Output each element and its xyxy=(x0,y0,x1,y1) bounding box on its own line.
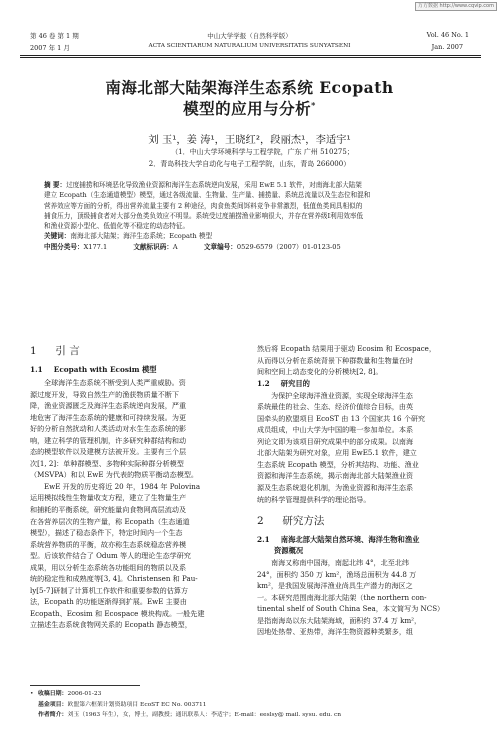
body-line: 然后将 Ecopath 结果用于驱动 Ecosim 和 Ecospace， xyxy=(257,344,436,353)
subsection-2-1-number: 2.1 xyxy=(257,535,270,545)
body-line: 成果，用以分析生态系统各功能组间的物质以及系 xyxy=(30,562,187,572)
subsection-1-2-title: 研究目的 xyxy=(280,378,310,388)
body-line: 资源和海洋生态系统，揭示南海北部大陆架渔业资 xyxy=(257,471,414,481)
body-line: 和捕耗的平衡系统，研究能量向食物网高层流动及 xyxy=(30,505,187,515)
body-line: 型。后该软件结合了 Odum 等人的理论生态学研究 xyxy=(30,551,191,561)
title-footnote-mark: * xyxy=(311,99,316,110)
right-column-body-a xyxy=(257,343,475,378)
body-line: 源及生态系统退化机制，为渔业资源和海洋生态系 xyxy=(257,483,414,493)
body-line: 是指南海岛以东大陆架海域，面积约 37.4 万 km²， xyxy=(257,615,422,625)
keywords-label: 关键词： xyxy=(44,232,71,241)
footnote-rule xyxy=(30,685,140,686)
body-line: 好的分析自然扰动和人类活动对水生生态系统的影 xyxy=(30,424,187,434)
header-rule-top xyxy=(20,55,481,56)
subsection-1-1-number: 1.1 xyxy=(30,365,43,374)
body-line: tinental shelf of South China Sea，本文简写为 NCS） xyxy=(257,604,445,614)
class-number-label: 中图分类号： xyxy=(44,242,84,251)
body-line: 在各营养层次的生物产量，称 Ecopath（生态通道 xyxy=(30,516,190,526)
body-line: 成员组成，中山大学为中国的唯一参加单位。本系 xyxy=(257,425,414,435)
section-2-title: 研究方法 xyxy=(282,515,325,528)
header-rule-bottom xyxy=(20,57,481,58)
header-date-left: 2007 年 1 月 xyxy=(30,44,70,52)
subsection-1-1-title: Ecopath with Ecosim 模型 xyxy=(53,365,157,374)
header-journal-cn: 中山大学学报（自然科学版） xyxy=(207,32,292,40)
subsection-1-2-number: 1.2 xyxy=(257,378,270,388)
header-journal-en: ACTA SCIENTIARUM NATURALIUM UNIVERSITATIS SUNYATSENI xyxy=(148,43,351,49)
body-line: Ecopath、Ecosim 和 Ecospace 模块构成。一般先建 xyxy=(30,608,205,618)
left-column-body xyxy=(30,377,248,631)
subsection-2-1-title-cont: 资源概况 xyxy=(274,546,304,556)
body-line: 间和空间上动态变化的分析模块[2, 8]。 xyxy=(257,367,383,377)
right-column-body-b xyxy=(257,390,475,505)
body-line: 南海又称南中国海，南起北纬 4°，北至北纬 xyxy=(271,558,410,568)
body-line: 24°，面积约 350 万 km²，渔场总面积为 44.8 万 xyxy=(257,569,417,579)
body-line: 立描述生态系统食物网关系的 Ecopath 静态模型， xyxy=(30,620,192,630)
body-line: 运用模拟线性生物量收支方程，建立了生物量生产 xyxy=(30,493,187,503)
affiliation-1: （1．中山大学环境科学与工程学院，广东 广州 510275； xyxy=(171,148,354,156)
body-line: 地危害了海洋生态系统的健康和可持续发展。为更 xyxy=(30,412,187,422)
body-line: （MSVPA）和以 EwE 为代表的物质平衡动态模型。 xyxy=(30,470,199,480)
body-line: 北部大陆架为研究对象，应用 EwE5.1 软件，建立 xyxy=(257,448,417,458)
footnote-block: • 收稿日期：2006-01-23 基金项目：欧盟第六框架计划资助项目 EcoST EC No. 003711 作者简介：刘玉（1963 年生），女，博士，副教授；通讯联系人：李适宇；E-mail：eeslsy@ mail. sysu. edu. cn xyxy=(30,690,342,719)
doc-code: A xyxy=(172,242,178,251)
body-line: 降，渔业资源匮乏及海洋生态系统逆向发展，严重 xyxy=(30,401,187,411)
affiliation-2: 2．青岛科技大学自动化与电子工程学院，山东，青岛 266000） xyxy=(148,160,351,168)
right-column xyxy=(257,343,475,638)
body-line: 模型），描述了稳态条件下，特定时间内一个生态 xyxy=(30,528,183,538)
body-line: 统的稳定性和成熟度等[3, 4]。Christensen 和 Pau- xyxy=(30,574,198,584)
section-1-title: 引 言 xyxy=(55,345,80,357)
abstract-block xyxy=(44,180,464,252)
subsection-2-1-title: 南海北部大陆架自然环境、海洋生物和渔业 xyxy=(280,535,420,545)
body-line: 国牵头的欧盟项目 EcoST 由 13 个国家共 16 个研究 xyxy=(257,413,426,423)
body-line: 源过度开发，导致自然生产的渔获物质量不断下 xyxy=(30,389,179,399)
body-line: 生态系统 Ecopath 模型，分析其结构、功能、渔业 xyxy=(257,459,419,469)
paper-title-line2: 模型的应用与分析 xyxy=(183,99,312,118)
body-line: 从而得以分析在系统背景下种群数量和生物量在时 xyxy=(257,355,414,365)
body-line: EwE 开发的历史将近 20 年，1984 年 Polovina xyxy=(44,481,201,491)
abstract-line: 过度捕捞和环境恶化导致渔业资源和海洋生态系统逆向发展，采用 EwE 5.1 软件，对南海北部大陆架 xyxy=(66,181,362,189)
body-line: 响，建立科学的管理机制，许多研究种群结构和动 xyxy=(30,435,187,445)
body-line: 列论文即为该项目研究成果中的部分成果。以南海 xyxy=(257,436,414,446)
body-line: 全球海洋生态系统不断受到人类严重威胁。资 xyxy=(44,378,186,387)
body-line: 系统最佳的社会、生态、经济价值综合目标，由英 xyxy=(257,402,414,412)
abstract-line: 建立 Ecopath（生态通道模型）模型，通过各级流量、生物量、生产量、捕捞量、系统总流量以及生态位和混和 xyxy=(44,191,371,200)
body-line: 为保护全球海洋渔业资源，实现全球海洋生态 xyxy=(271,390,413,400)
body-line: 法，Ecopath 的功能逐渐得到扩展。EwE 主要由 xyxy=(30,597,187,607)
body-line: 系统营养物质的平衡，故亦称生态系统稳态营养模 xyxy=(30,539,187,549)
abstract-line: 捕食压力，顶级捕食者对大部分鱼类负效应不明显。系统受过度捕捞渔业影响很大，并存在营养级Ⅰ利用效率低 xyxy=(44,211,364,220)
abstract-line: 营养效应等方面的分析，得出营养流量主要有 2 种途径，肉食鱼类间饵料竞争非常激烈，低值鱼类间具相似的 xyxy=(44,201,363,210)
abstract-line: 和渔业资源小型化、低值化等不稳定的动态特征。 xyxy=(44,222,190,231)
abstract-label: 摘 要： xyxy=(44,181,67,189)
author-info-text: 刘玉（1963 年生），女，博士，副教授；通讯联系人：李适宇；E-mail：eeslsy@ mail. sysu. edu. cn xyxy=(67,712,342,719)
watermark-stamp: 万方数据 http://www.cqvip.com xyxy=(415,2,497,11)
section-2-number: 2 xyxy=(257,515,264,528)
class-number: X177.1 xyxy=(83,242,108,251)
header-volume-right: Vol. 46 No. 1 xyxy=(426,31,469,39)
fund-text: 欧盟第六框架计划资助项目 EcoST EC No. 003711 xyxy=(67,701,207,708)
paper-title-line1: 南海北部大陆架海洋生态系统 Ecopath xyxy=(105,78,394,97)
author-info-label: 作者简介： xyxy=(38,711,68,719)
header-date-right: Jan. 2007 xyxy=(431,43,463,51)
author-list: 刘 玉¹，姜 涛¹，王晓红²，段丽杰¹，李适宇¹ xyxy=(148,134,351,146)
right-column-body-c xyxy=(257,557,475,638)
article-number-label: 文章编号： xyxy=(203,242,237,251)
received-label: 收稿日期： xyxy=(38,690,68,697)
body-line: 因地处热带、亚热带，海洋生物资源种类繁多，组 xyxy=(257,627,414,637)
body-line: ly[5-7]研制了计算机工作软件和重要参数的估算方 xyxy=(30,585,189,595)
body-line: 次[1, 2]：单种群模型、多物种实际种群分析模型 xyxy=(30,458,184,468)
body-line: 一。本研究范围南海北部大陆架（the northern con- xyxy=(257,592,427,602)
header-volume-left: 第 46 卷 第 1 期 xyxy=(30,32,79,40)
keywords: 南海北部大陆架；海洋生态系统；Ecopath 模型 xyxy=(70,232,213,241)
section-1-number: 1 xyxy=(30,345,37,357)
body-line: km²，是我国发展海洋渔业尚具生产潜力的海区之 xyxy=(257,581,413,591)
body-line: 态的模型软件以及建模方法被开发。主要有三个层 xyxy=(30,447,187,457)
left-column xyxy=(30,343,248,631)
article-number: 0529-6579（2007）01-0123-05 xyxy=(236,242,341,251)
body-line: 统的科学管理提供科学的理论指导。 xyxy=(257,494,371,504)
received-date: 2006-01-23 xyxy=(67,691,102,697)
fund-label: 基金项目： xyxy=(38,700,68,708)
doc-code-label: 文献标识码： xyxy=(133,242,173,251)
